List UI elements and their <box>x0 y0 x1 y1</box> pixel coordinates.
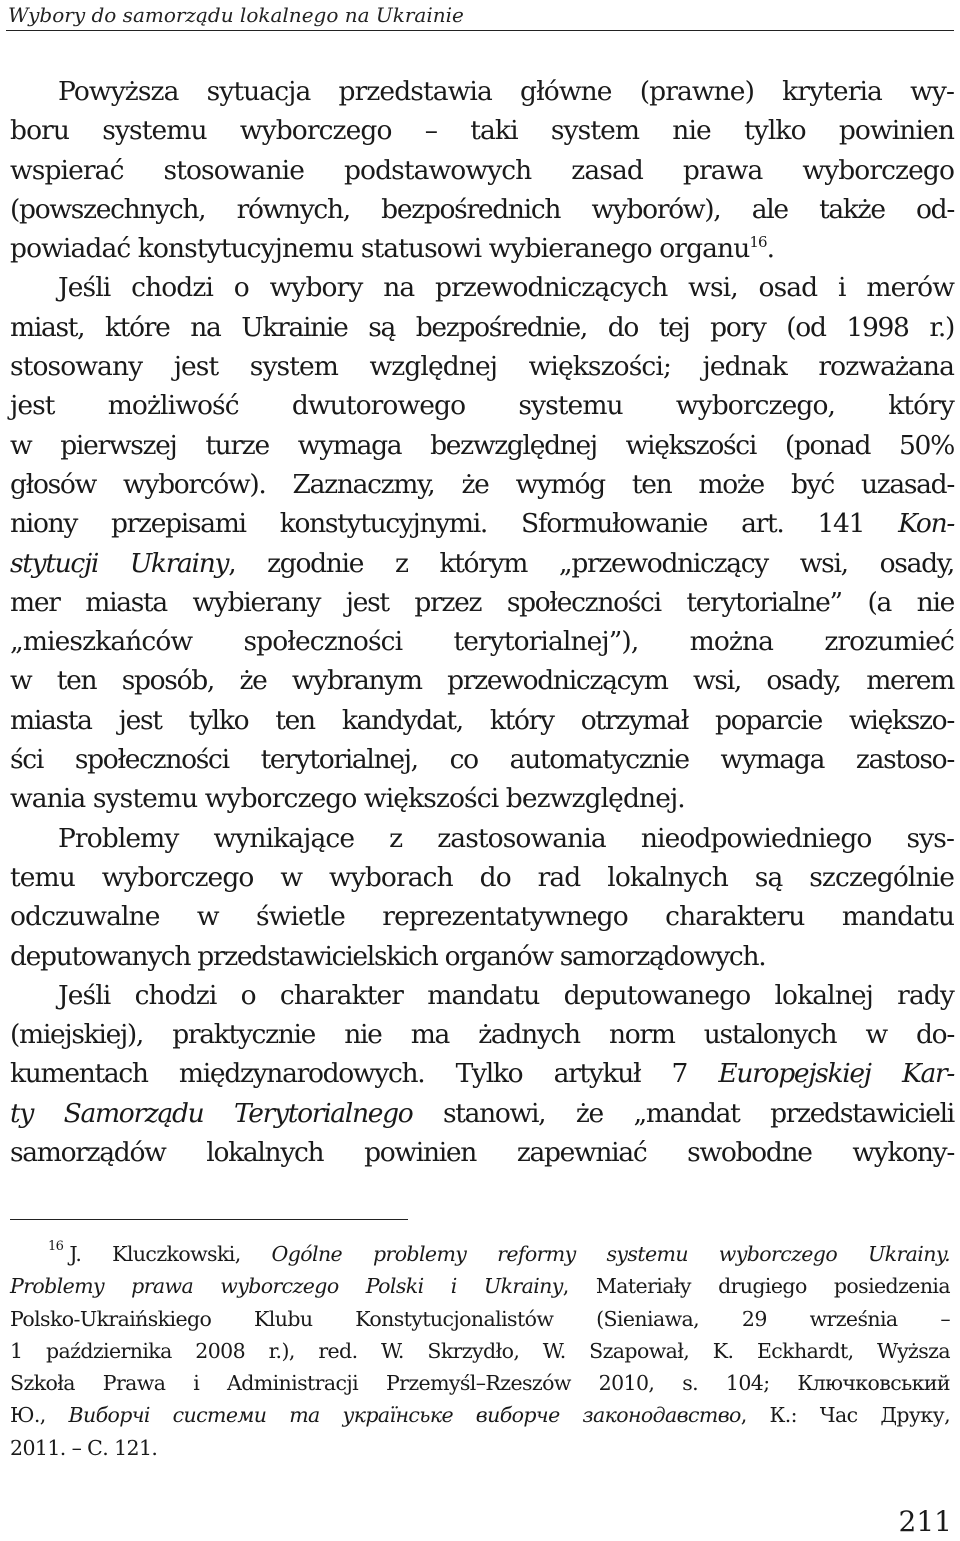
text-line: miast, które na Ukrainie są bezpośrednie, do tej pory (od 1998 r.) <box>10 311 954 343</box>
footnote-line <box>10 1399 950 1431</box>
footnote-16 <box>10 1238 950 1464</box>
text-line: wspierać stosowanie podstawowych zasad prawa wyborczego <box>10 154 954 186</box>
text-segment: , Materiały drugiego posiedzenia <box>562 1274 950 1299</box>
text-line: Problemy wynikające z zastosowania nieodpowiedniego sys- <box>58 822 954 854</box>
text-segment: J. Kluczkowski, <box>69 1242 272 1266</box>
italic-title: Kon- <box>898 508 954 540</box>
text-segment: niony przepisami konstytucyjnymi. Sformułowanie art. 141 <box>10 508 899 540</box>
italic-title: Ogólne problemy reformy systemu wyborczego Ukrainy. <box>271 1242 950 1266</box>
text-line: Powyższa sytuacja przedstawia główne (prawne) kryteria wy- <box>58 76 954 107</box>
text-line: Jeśli chodzi o wybory na przewodniczących wsi, osad i merów <box>58 272 954 304</box>
text-segment: stanowi, że „mandat przedstawicieli <box>412 1097 954 1129</box>
text-segment: , К.: Час Друку, <box>740 1403 950 1428</box>
italic-title: Problemy prawa wyborczego Polski i Ukrainy <box>10 1274 563 1299</box>
text-line: odczuwalne w świetle reprezentatywnego charakteru mandatu <box>10 901 954 933</box>
text-line: deputowanych przedstawicielskich organów samorządowych. <box>10 940 766 972</box>
text-line: stosowany jest system względnej większości; jednak rozważana <box>10 351 954 383</box>
italic-title: Виборчі системи та українське виборче законодавство <box>68 1403 741 1428</box>
header-rule <box>6 30 954 31</box>
text-line: „mieszkańców społeczności terytorialnej”), można zrozumieć <box>10 626 954 658</box>
text-line: (miejskiej), praktycznie nie ma żadnych norm ustalonych w do- <box>10 1019 954 1051</box>
footnote-line <box>10 1238 950 1270</box>
text-line: samorządów lokalnych powinien zapewniać swobodne wykony- <box>10 1137 954 1169</box>
text-line: (powszechnych, równych, bezpośrednich wyborów), ale także od- <box>10 193 954 225</box>
footnote-line: 2011. – С. 121. <box>10 1435 158 1460</box>
text-line: miasta jest tylko ten kandydat, który otrzymał poparcie większo- <box>10 704 954 736</box>
text-line: temu wyborczego w wyborach do rad lokalnych są szczególnie <box>10 861 954 893</box>
text-line <box>10 504 954 543</box>
text-line: w pierwszej turze wymaga bezwzględnej większości (ponad 50% <box>10 429 954 461</box>
text-line: w ten sposób, że wybranym przewodniczącym wsi, osady, merem <box>10 665 954 697</box>
text-line <box>10 544 954 583</box>
text-line: wania systemu wyborczego większości bezwzględnej. <box>10 783 685 815</box>
text-segment: . <box>766 233 775 265</box>
text-line: mer miasta wybierany jest przez społeczności terytorialne” (a nie <box>10 586 954 618</box>
footnote-line: Polsko-Ukraińskiego Klubu Konstytucjonalistów (Sieniawa, 29 września – <box>10 1306 950 1331</box>
footnote-line: Szkoła Prawa i Administracji Przemyśl–Rzeszów 2010, s. 104; Ключковський <box>10 1371 950 1396</box>
footnote-line: 1 października 2008 r.), red. W. Skrzydło, W. Szapował, K. Eckhardt, Wyższa <box>10 1338 950 1363</box>
footnote-ref-16: 16 <box>749 233 767 252</box>
text-segment: kumentach międzynarodowych. Tylko artykuł 7 <box>10 1058 719 1090</box>
text-line <box>10 1094 954 1133</box>
footnote-number: 16 <box>48 1239 64 1254</box>
text-line <box>10 229 954 268</box>
running-head: Wybory do samorządu lokalnego na Ukrainie <box>8 3 464 27</box>
italic-title: stytucji Ukrainy <box>10 547 229 579</box>
text-line: boru systemu wyborczego – taki system nie tylko powinien <box>10 115 954 147</box>
text-line: ści społeczności terytorialnej, co automatycznie wymaga zastoso- <box>10 744 954 776</box>
text-segment: Ю., <box>10 1403 69 1428</box>
italic-title: Europejskiej Kar- <box>718 1058 954 1090</box>
footnote-line <box>10 1270 950 1302</box>
text-line <box>10 1054 954 1093</box>
italic-title: ty Samorządu Terytorialnego <box>10 1097 413 1129</box>
body-text <box>10 72 954 1172</box>
text-line: głosów wyborców). Zaznaczmy, że wymóg ten może być uzasad- <box>10 468 954 500</box>
text-line: Jeśli chodzi o charakter mandatu deputowanego lokalnej rady <box>58 979 954 1011</box>
footnote-separator <box>10 1219 408 1220</box>
text-segment: powiadać konstytucyjnemu statusowi wybieranego organu <box>10 233 750 265</box>
page-number: 211 <box>898 1505 952 1538</box>
text-segment: , zgodnie z którym „przewodniczący wsi, osady, <box>228 547 955 579</box>
text-line: jest możliwość dwutorowego systemu wyborczego, który <box>10 390 954 422</box>
